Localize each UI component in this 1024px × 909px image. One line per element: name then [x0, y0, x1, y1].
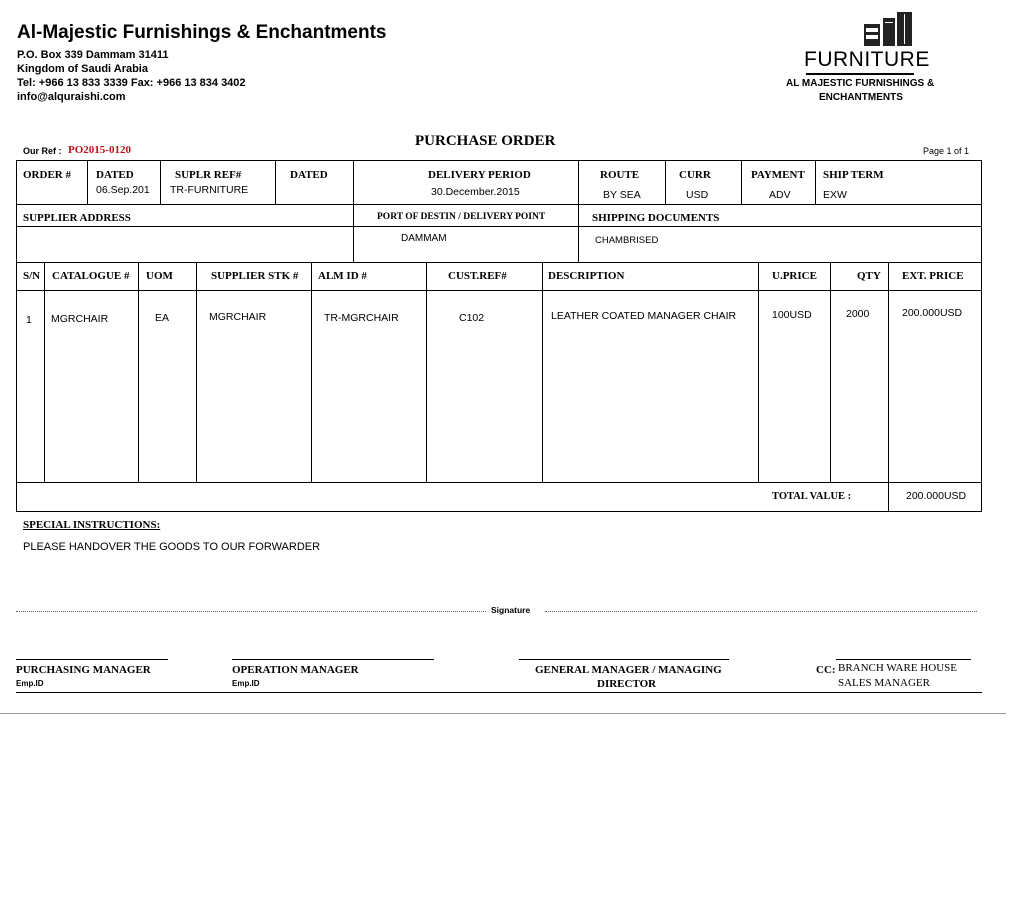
suplr-ref-value: TR-FURNITURE: [170, 184, 249, 196]
col-header-qty: QTY: [857, 270, 881, 282]
header-col-divider: [815, 160, 816, 204]
purchasing-signature-line: [16, 659, 168, 660]
col-header-catalogue: CATALOGUE #: [52, 270, 130, 282]
header-col-divider: [353, 160, 354, 262]
col-header-uom: UOM: [146, 270, 173, 282]
header-right-border: [981, 160, 982, 512]
header-bottom-border: [16, 262, 982, 263]
total-bottom-border: [16, 511, 982, 512]
company-address-2: Kingdom of Saudi Arabia: [17, 63, 148, 75]
route-label: ROUTE: [600, 169, 640, 181]
cell-supplier-stk: MGRCHAIR: [209, 311, 267, 323]
payment-value: ADV: [769, 189, 791, 201]
total-value-label: TOTAL VALUE :: [772, 491, 852, 502]
header-col-divider: [275, 160, 276, 204]
cell-unit-price: 100USD: [772, 309, 812, 321]
table-col-divider: [311, 262, 312, 482]
signature-dotted-line-right: [545, 611, 977, 612]
logo-line-1: AL MAJESTIC FURNISHINGS &: [786, 78, 935, 89]
company-email: info@alquraishi.com: [17, 91, 126, 103]
header-col-divider: [578, 160, 579, 262]
header-row-divider-2: [16, 226, 982, 227]
cell-ext-price: 200.000USD: [902, 307, 963, 319]
table-col-divider: [758, 262, 759, 482]
cc-line-2: SALES MANAGER: [838, 677, 930, 689]
col-header-alm-id: ALM ID #: [318, 270, 367, 282]
furniture-icon: [863, 10, 913, 48]
company-phone: Tel: +966 13 833 3339 Fax: +966 13 834 3402: [17, 77, 246, 89]
route-value: BY SEA: [603, 189, 641, 201]
signature-label: Signature: [491, 605, 531, 615]
our-ref-value: PO2015-0120: [68, 144, 131, 156]
currency-value: USD: [686, 189, 709, 201]
port-of-destination-label: PORT OF DESTIN / DELIVERY POINT: [377, 212, 546, 222]
cc-signature-line: [836, 659, 971, 660]
logo-wordmark: FURNITURE: [804, 48, 930, 71]
col-header-description: DESCRIPTION: [548, 270, 625, 282]
table-col-divider: [542, 262, 543, 482]
header-left-border: [16, 160, 17, 512]
port-of-destination-value: DAMMAM: [401, 233, 447, 244]
company-address-1: P.O. Box 339 Dammam 31411: [17, 49, 169, 61]
delivery-period-value: 30.December.2015: [431, 186, 520, 198]
shipping-documents-value: CHAMBRISED: [595, 235, 659, 246]
special-instructions-label: SPECIAL INSTRUCTIONS:: [23, 519, 161, 531]
table-col-divider: [426, 262, 427, 482]
order-number-label: ORDER #: [23, 169, 71, 181]
table-col-divider: [830, 262, 831, 482]
footer-divider: [16, 692, 982, 693]
cell-description: LEATHER COATED MANAGER CHAIR: [551, 310, 737, 322]
cell-cust-ref: C102: [459, 312, 485, 324]
suplr-ref-label: SUPLR REF#: [175, 169, 242, 181]
cell-sn: 1: [26, 314, 32, 326]
signature-dotted-line-left: [16, 611, 486, 612]
table-col-divider: [138, 262, 139, 482]
col-header-unit-price: U.PRICE: [772, 270, 817, 282]
table-col-divider: [888, 262, 889, 511]
purchasing-manager-label: PURCHASING MANAGER: [16, 664, 151, 676]
operation-signature-line: [232, 659, 434, 660]
ship-term-label: SHIP TERM: [823, 169, 884, 181]
cell-qty: 2000: [846, 308, 870, 320]
company-name: Al-Majestic Furnishings & Enchantments: [17, 22, 387, 43]
table-bottom-border: [16, 482, 982, 483]
operation-manager-label: OPERATION MANAGER: [232, 664, 359, 676]
cc-label: CC:: [816, 664, 836, 676]
payment-label: PAYMENT: [751, 169, 805, 181]
general-manager-label-2: DIRECTOR: [597, 678, 657, 690]
our-ref-label: Our Ref :: [23, 146, 62, 156]
supplier-address-label: SUPPLIER ADDRESS: [23, 212, 131, 224]
page-bottom-line: [0, 713, 1006, 714]
header-col-divider: [741, 160, 742, 204]
operation-emp-id: Emp.ID: [232, 679, 260, 688]
header-col-divider: [665, 160, 666, 204]
col-header-ext-price: EXT. PRICE: [902, 270, 964, 282]
cell-alm-id: TR-MGRCHAIR: [324, 312, 399, 324]
table-col-divider: [44, 262, 45, 482]
special-instructions-text: PLEASE HANDOVER THE GOODS TO OUR FORWARDER: [23, 541, 321, 553]
cell-uom: EA: [155, 312, 170, 324]
general-manager-label-1: GENERAL MANAGER / MANAGING: [535, 664, 722, 676]
header-row-divider: [16, 204, 982, 205]
document-title: PURCHASE ORDER: [415, 133, 556, 149]
delivery-period-label: DELIVERY PERIOD: [428, 169, 531, 181]
cell-catalogue: MGRCHAIR: [51, 313, 109, 325]
ship-term-value: EXW: [823, 189, 847, 201]
purchasing-emp-id: Emp.ID: [16, 679, 44, 688]
shipping-documents-label: SHIPPING DOCUMENTS: [592, 212, 720, 224]
dated-label: DATED: [96, 169, 134, 181]
col-header-supplier-stk: SUPPLIER STK #: [211, 270, 299, 282]
page-number: Page 1 of 1: [923, 146, 970, 156]
header-col-divider: [160, 160, 161, 204]
dated-value: 06.Sep.201: [96, 184, 150, 196]
header-col-divider: [87, 160, 88, 204]
table-col-divider: [196, 262, 197, 482]
logo-line-2: ENCHANTMENTS: [819, 92, 903, 103]
table-header-divider: [16, 290, 982, 291]
col-header-sn: S/N: [23, 270, 41, 282]
dated-2-label: DATED: [290, 169, 328, 181]
logo: [780, 8, 940, 108]
cc-line-1: BRANCH WARE HOUSE: [838, 662, 957, 674]
currency-label: CURR: [679, 169, 711, 181]
logo-underline: [806, 73, 914, 75]
gm-signature-line: [519, 659, 729, 660]
col-header-cust-ref: CUST.REF#: [448, 270, 507, 282]
total-value: 200.000USD: [906, 490, 967, 502]
